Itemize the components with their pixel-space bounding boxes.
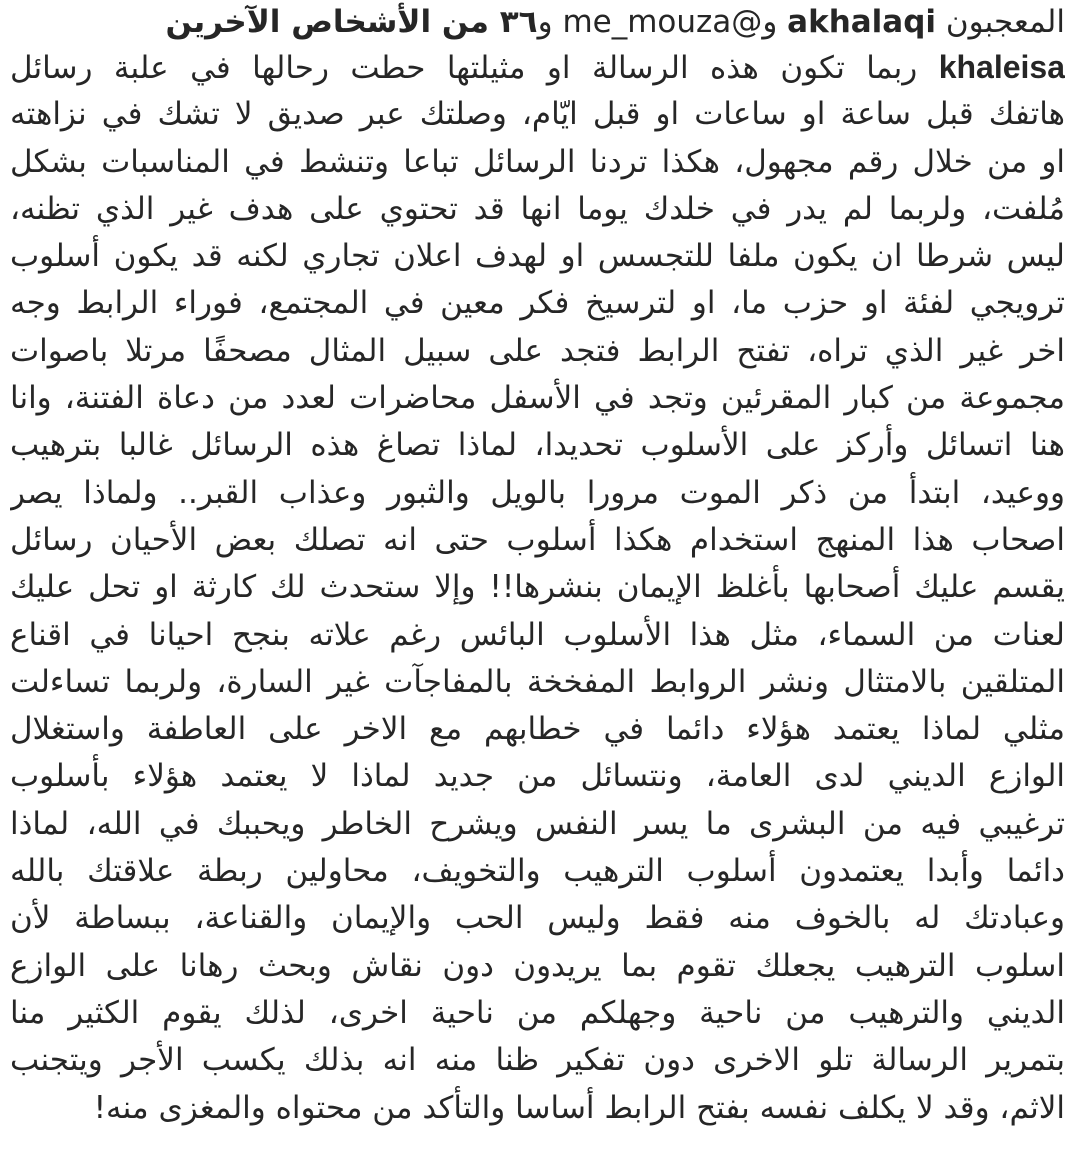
caption-line: اخر غير الذي تراه، تفتح الرابط فتجد على سبيل المثال مصحفًا مرتلا باصوات — [10, 332, 1065, 369]
caption-body — [10, 91, 1065, 1132]
caption-line: الوازع الديني لدى العامة، ونتسائل من جديد لماذا لا يعتمد هؤلاء بأسلوب — [10, 758, 1065, 795]
caption-line: اسلوب الترهيب يجعلك تقوم بما يريدون دون نقاش وبحث رهانا على الوازع — [10, 947, 1065, 984]
caption-line: او من خلال رقم مجهول، هكذا تردنا الرسائل تباعا وتنشط في المناسبات بشكل — [10, 143, 1065, 180]
post-caption-area — [10, 0, 1065, 1132]
caption-line: ليس شرطا ان يكون ملفا للتجسس او لهدف اعلان تجاري لكنه قد يكون أسلوب — [10, 238, 1065, 275]
caption-line: هنا اتسائل وأركز على الأسلوب تحديدا، لماذا تصاغ هذه الرسائل غالبا بترهيب — [10, 427, 1065, 464]
liker-username-1[interactable]: akhalaqi — [787, 4, 937, 40]
liker-username-2[interactable]: me_mouza@ — [562, 4, 763, 40]
likes-and-1: و — [762, 4, 778, 40]
caption-line: دائما وأبدا يعتمدون أسلوب الترهيب والتخويف، محاولين ربطة علاقتك بالله — [10, 853, 1065, 890]
caption-line: هاتفك قبل ساعة او ساعات او قبل ايّام، وصلتك عبر صديق لا تشك في نزاهته — [10, 96, 1065, 133]
caption-text: ربما تكون هذه الرسالة او مثيلتها حطت رحالها في علبة رسائل — [10, 50, 918, 86]
likes-prefix: المعجبون — [945, 4, 1065, 40]
caption-line: اصحاب هذا المنهج استخدام هكذا أسلوب حتى انه تصلك بعض الأحيان رسائل — [10, 521, 1065, 558]
caption-line: لعنات من السماء، مثل هذا الأسلوب البائس رغم علاته بنجح احيانا في اقناع — [10, 616, 1065, 653]
likes-summary — [10, 0, 1065, 44]
caption-line: الديني والترهيب من ناحية وجهلكم من ناحية اخرى، لذلك يقوم الكثير منا — [10, 994, 1065, 1031]
caption-line: مجموعة من كبار المقرئين وتجد في الأسفل محاضرات لعدد من دعاة الفتنة، وانا — [10, 380, 1065, 417]
caption-line-first — [10, 44, 1065, 91]
caption-line: المتلقين بالامتثال ونشر الروابط المفخخة بالمفاجآت غير السارة، ولربما تساءلت — [10, 663, 1065, 700]
caption-line: بتمرير الرسالة تلو الاخرى دون تفكير ظنا منه انه بذلك يكسب الأجر ويتجنب — [10, 1042, 1065, 1079]
caption-line: مُلفت، ولربما لم يدر في خلدك يوما انها قد تحتوي على هدف غير الذي تظنه، — [10, 190, 1065, 227]
caption-line: ووعيد، ابتدأ من ذكر الموت مرورا بالويل والثبور وعذاب القبر.. ولماذا يصر — [10, 474, 1065, 511]
caption-line: يقسم عليك أصحابها بأغلظ الإيمان بنشرها!! وإلا ستحدث لك كارثة او تحل عليك — [10, 569, 1065, 606]
caption-line: ترغيبي فيه من البشرى ما يسر النفس ويشرح الخاطر ويحببك في الله، لماذا — [10, 805, 1065, 842]
caption-line: وعبادتك له بالخوف منه فقط وليس الحب والإيمان والقناعة، ببساطة لأن — [10, 900, 1065, 937]
caption-line: ترويجي لفئة او حزب ما، او لترسيخ فكر معين في المجتمع، فوراء الرابط وجه — [10, 285, 1065, 322]
caption-line-last: الاثم، وقد لا يكلف نفسه بفتح الرابط أساسا والتأكد من محتواه والمغزى منه! — [93, 1089, 1065, 1126]
likes-and-2: و — [537, 4, 553, 40]
caption-line: مثلي لماذا يعتمد هؤلاء دائما في خطابهم مع الاخر على العاطفة واستغلال — [10, 711, 1065, 748]
caption-author-username[interactable]: khaleisa — [938, 49, 1065, 85]
likes-others-link[interactable]: ٣٦ من الأشخاص الآخرين — [165, 4, 538, 40]
